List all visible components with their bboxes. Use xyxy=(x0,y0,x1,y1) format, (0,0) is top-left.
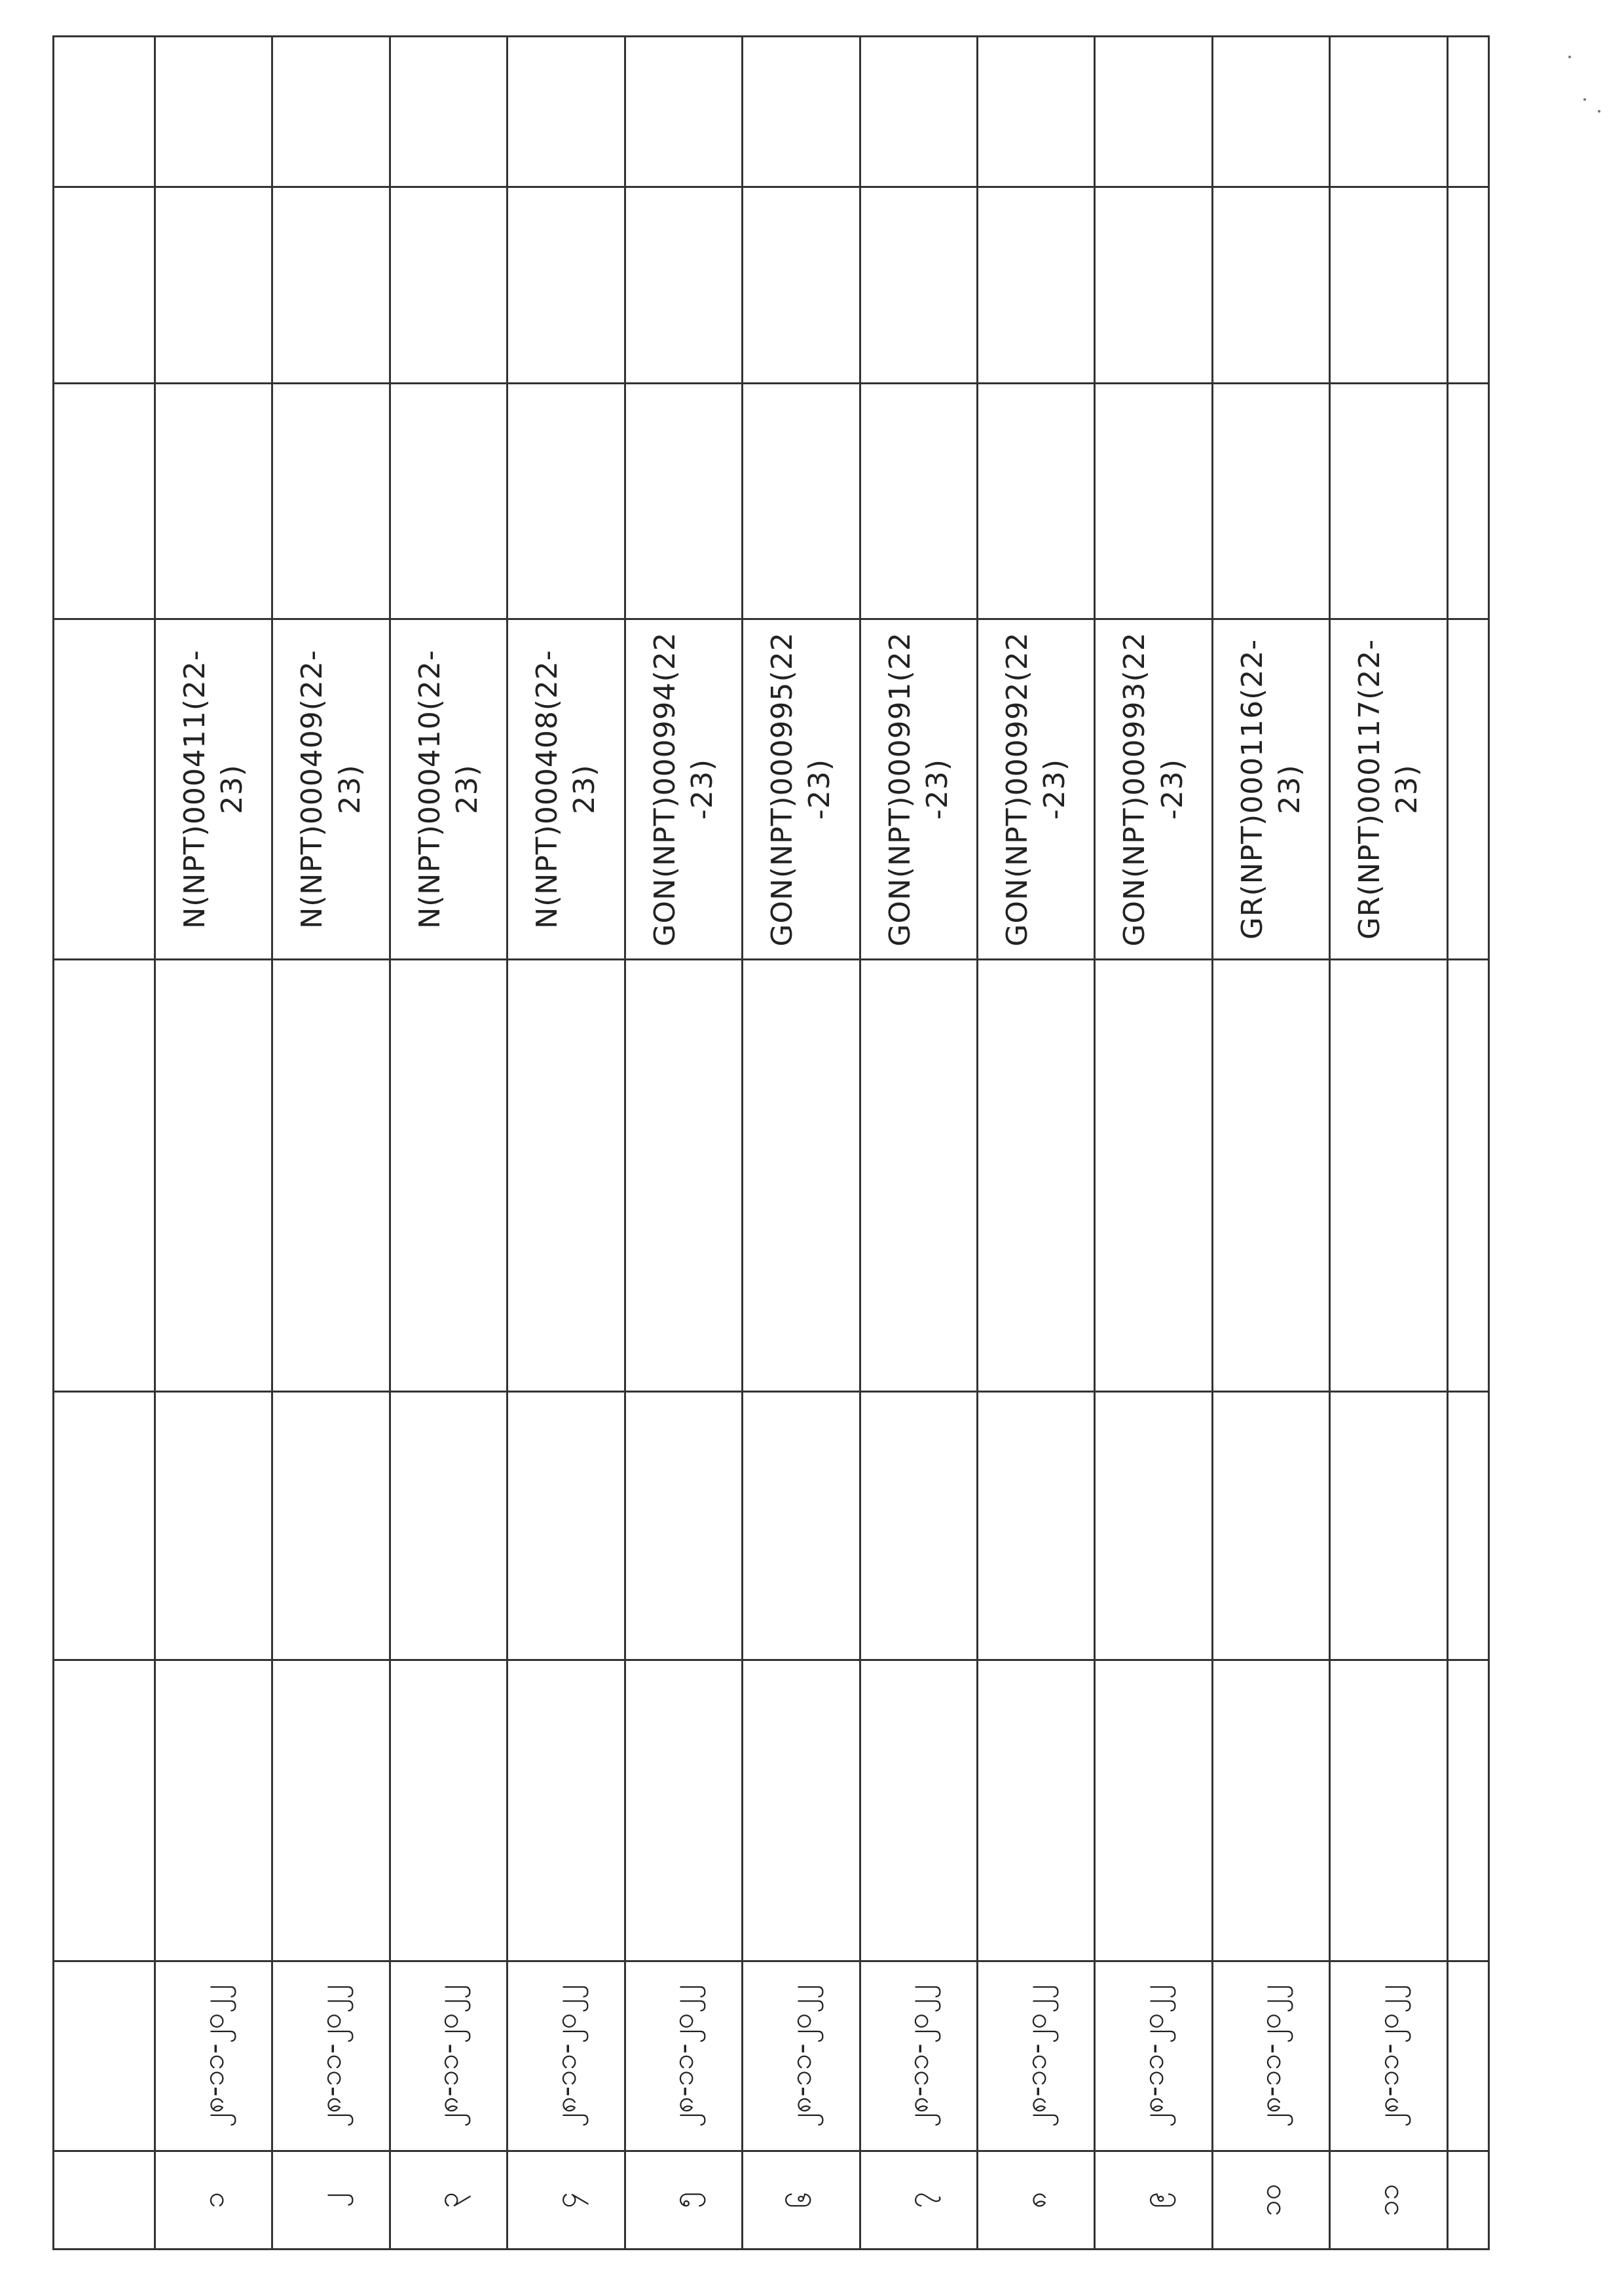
cell-address xyxy=(625,960,742,1392)
scan-speck xyxy=(1598,110,1600,113)
table-row xyxy=(860,37,977,2250)
cell-district xyxy=(977,187,1094,384)
cell-serial-number: ၃ xyxy=(390,2151,507,2250)
document-title xyxy=(1511,31,1570,2257)
cell-township xyxy=(860,384,977,619)
cell-township xyxy=(977,384,1094,619)
cell-village-tract xyxy=(860,1392,977,1660)
cell-remarks xyxy=(507,37,625,187)
blank-cell xyxy=(1447,1660,1488,1961)
cell-township xyxy=(1330,384,1447,619)
cell-district xyxy=(155,187,272,384)
cell-name xyxy=(625,1660,742,1961)
scan-speck xyxy=(1568,56,1571,58)
cell-village-tract xyxy=(743,1392,860,1660)
cell-district xyxy=(1095,187,1212,384)
cell-registration-number: GON(NPT)000994(22-23) xyxy=(625,619,742,960)
table-row xyxy=(1212,37,1329,2250)
cell-district xyxy=(743,187,860,384)
cell-village-tract xyxy=(977,1392,1094,1660)
cell-registration-number: GON(NPT)000993(22-23) xyxy=(1095,619,1212,960)
cell-village-tract xyxy=(507,1392,625,1660)
table-row xyxy=(625,37,742,2250)
table-row xyxy=(390,37,507,2250)
cell-registration-number: GR(NPT)000116(22-23) xyxy=(1212,619,1329,960)
table-row xyxy=(1330,37,1447,2250)
cell-serial-number: ၂ xyxy=(272,2151,390,2250)
cell-registration-number: N(NPT)000408(22-23) xyxy=(507,619,625,960)
cell-address xyxy=(1095,960,1212,1392)
blank-cell xyxy=(1447,1961,1488,2151)
cell-name xyxy=(860,1660,977,1961)
table-header-row xyxy=(54,37,155,2250)
cell-registration-number: GON(NPT)000992(22-23) xyxy=(977,619,1094,960)
cell-date: ၂၈-၁၁-၂၀၂၂ xyxy=(272,1961,390,2151)
column-header-district xyxy=(54,187,155,384)
column-header-township xyxy=(54,384,155,619)
cell-address xyxy=(977,960,1094,1392)
scan-speck xyxy=(1583,98,1586,101)
cell-date: ၂၈-၁၁-၂၀၂၂ xyxy=(155,1961,272,2151)
cell-registration-number: GR(NPT)000117(22-23) xyxy=(1330,619,1447,960)
cell-address xyxy=(860,960,977,1392)
cell-date: ၂၈-၁၁-၂၀၂၂ xyxy=(390,1961,507,2151)
cell-remarks xyxy=(1212,37,1329,187)
column-header-registration-number xyxy=(54,619,155,960)
cell-address xyxy=(1330,960,1447,1392)
cell-village-tract xyxy=(155,1392,272,1660)
cell-serial-number: ၈ xyxy=(977,2151,1094,2250)
cell-address xyxy=(743,960,860,1392)
cell-township xyxy=(1095,384,1212,619)
cell-township xyxy=(390,384,507,619)
cell-registration-number: N(NPT)000411(22-23) xyxy=(155,619,272,960)
cell-address xyxy=(1212,960,1329,1392)
cell-township xyxy=(1212,384,1329,619)
blank-cell xyxy=(1447,1392,1488,1660)
cell-name xyxy=(1212,1660,1329,1961)
cell-township xyxy=(155,384,272,619)
cell-district xyxy=(1212,187,1329,384)
table-row xyxy=(743,37,860,2250)
cell-village-tract xyxy=(272,1392,390,1660)
blank-cell xyxy=(1447,37,1488,187)
cell-date: ၂၈-၁၁-၂၀၂၂ xyxy=(977,1961,1094,2151)
cell-township xyxy=(743,384,860,619)
cell-name xyxy=(155,1660,272,1961)
table-row xyxy=(272,37,390,2250)
cell-name xyxy=(977,1660,1094,1961)
cell-remarks xyxy=(860,37,977,187)
cell-village-tract xyxy=(625,1392,742,1660)
cell-district xyxy=(272,187,390,384)
cell-address xyxy=(507,960,625,1392)
cell-district xyxy=(390,187,507,384)
cell-remarks xyxy=(625,37,742,187)
cell-remarks xyxy=(390,37,507,187)
cell-address xyxy=(155,960,272,1392)
cell-registration-number: N(NPT)000409(22-23) xyxy=(272,619,390,960)
cell-name xyxy=(1330,1660,1447,1961)
cell-remarks xyxy=(1330,37,1447,187)
cell-serial-number: ၉ xyxy=(1095,2151,1212,2250)
column-header-name xyxy=(54,1660,155,1961)
cell-serial-number: ၁၁ xyxy=(1330,2151,1447,2250)
blank-cell xyxy=(1447,384,1488,619)
table-row xyxy=(155,37,272,2250)
cell-registration-number: GON(NPT)000991(22-23) xyxy=(860,619,977,960)
cell-remarks xyxy=(1095,37,1212,187)
cell-name xyxy=(272,1660,390,1961)
column-header-village-tract xyxy=(54,1392,155,1660)
cell-serial-number: ၇ xyxy=(860,2151,977,2250)
cell-address xyxy=(390,960,507,1392)
cell-township xyxy=(272,384,390,619)
table-row xyxy=(507,37,625,2250)
blank-cell xyxy=(1447,960,1488,1392)
cell-date: ၂၈-၁၁-၂၀၂၂ xyxy=(1212,1961,1329,2151)
cell-registration-number: GON(NPT)000995(22-23) xyxy=(743,619,860,960)
cell-village-tract xyxy=(390,1392,507,1660)
cell-date: ၂၈-၁၁-၂၀၂၂ xyxy=(860,1961,977,2151)
cell-serial-number: ၄ xyxy=(507,2151,625,2250)
cell-township xyxy=(507,384,625,619)
cell-district xyxy=(1330,187,1447,384)
cell-remarks xyxy=(272,37,390,187)
table-blank-row xyxy=(1447,37,1488,2250)
cell-township xyxy=(625,384,742,619)
cell-district xyxy=(860,187,977,384)
cell-village-tract xyxy=(1330,1392,1447,1660)
cell-serial-number: ၁၀ xyxy=(1212,2151,1329,2250)
cell-date: ၂၈-၁၁-၂၀၂၂ xyxy=(1330,1961,1447,2151)
cell-serial-number: ၆ xyxy=(743,2151,860,2250)
registration-table xyxy=(52,35,1490,2250)
cell-address xyxy=(272,960,390,1392)
cell-district xyxy=(625,187,742,384)
column-header-serial-number xyxy=(54,2151,155,2250)
cell-district xyxy=(507,187,625,384)
table-row xyxy=(1095,37,1212,2250)
cell-date: ၂၈-၁၁-၂၀၂၂ xyxy=(1095,1961,1212,2151)
blank-cell xyxy=(1447,187,1488,384)
cell-village-tract xyxy=(1212,1392,1329,1660)
table-row xyxy=(977,37,1094,2250)
column-header-address xyxy=(54,960,155,1392)
cell-name xyxy=(743,1660,860,1961)
cell-village-tract xyxy=(1095,1392,1212,1660)
cell-registration-number: N(NPT)000410(22-23) xyxy=(390,619,507,960)
cell-serial-number: ၅ xyxy=(625,2151,742,2250)
blank-cell xyxy=(1447,2151,1488,2250)
cell-name xyxy=(1095,1660,1212,1961)
cell-date: ၂၈-၁၁-၂၀၂၂ xyxy=(743,1961,860,2151)
cell-name xyxy=(390,1660,507,1961)
cell-serial-number: ၁ xyxy=(155,2151,272,2250)
cell-date: ၂၈-၁၁-၂၀၂၂ xyxy=(625,1961,742,2151)
cell-name xyxy=(507,1660,625,1961)
blank-cell xyxy=(1447,619,1488,960)
cell-remarks xyxy=(155,37,272,187)
cell-date: ၂၈-၁၁-၂၀၂၂ xyxy=(507,1961,625,2151)
column-header-remarks xyxy=(54,37,155,187)
cell-remarks xyxy=(743,37,860,187)
cell-remarks xyxy=(977,37,1094,187)
column-header-date xyxy=(54,1961,155,2151)
